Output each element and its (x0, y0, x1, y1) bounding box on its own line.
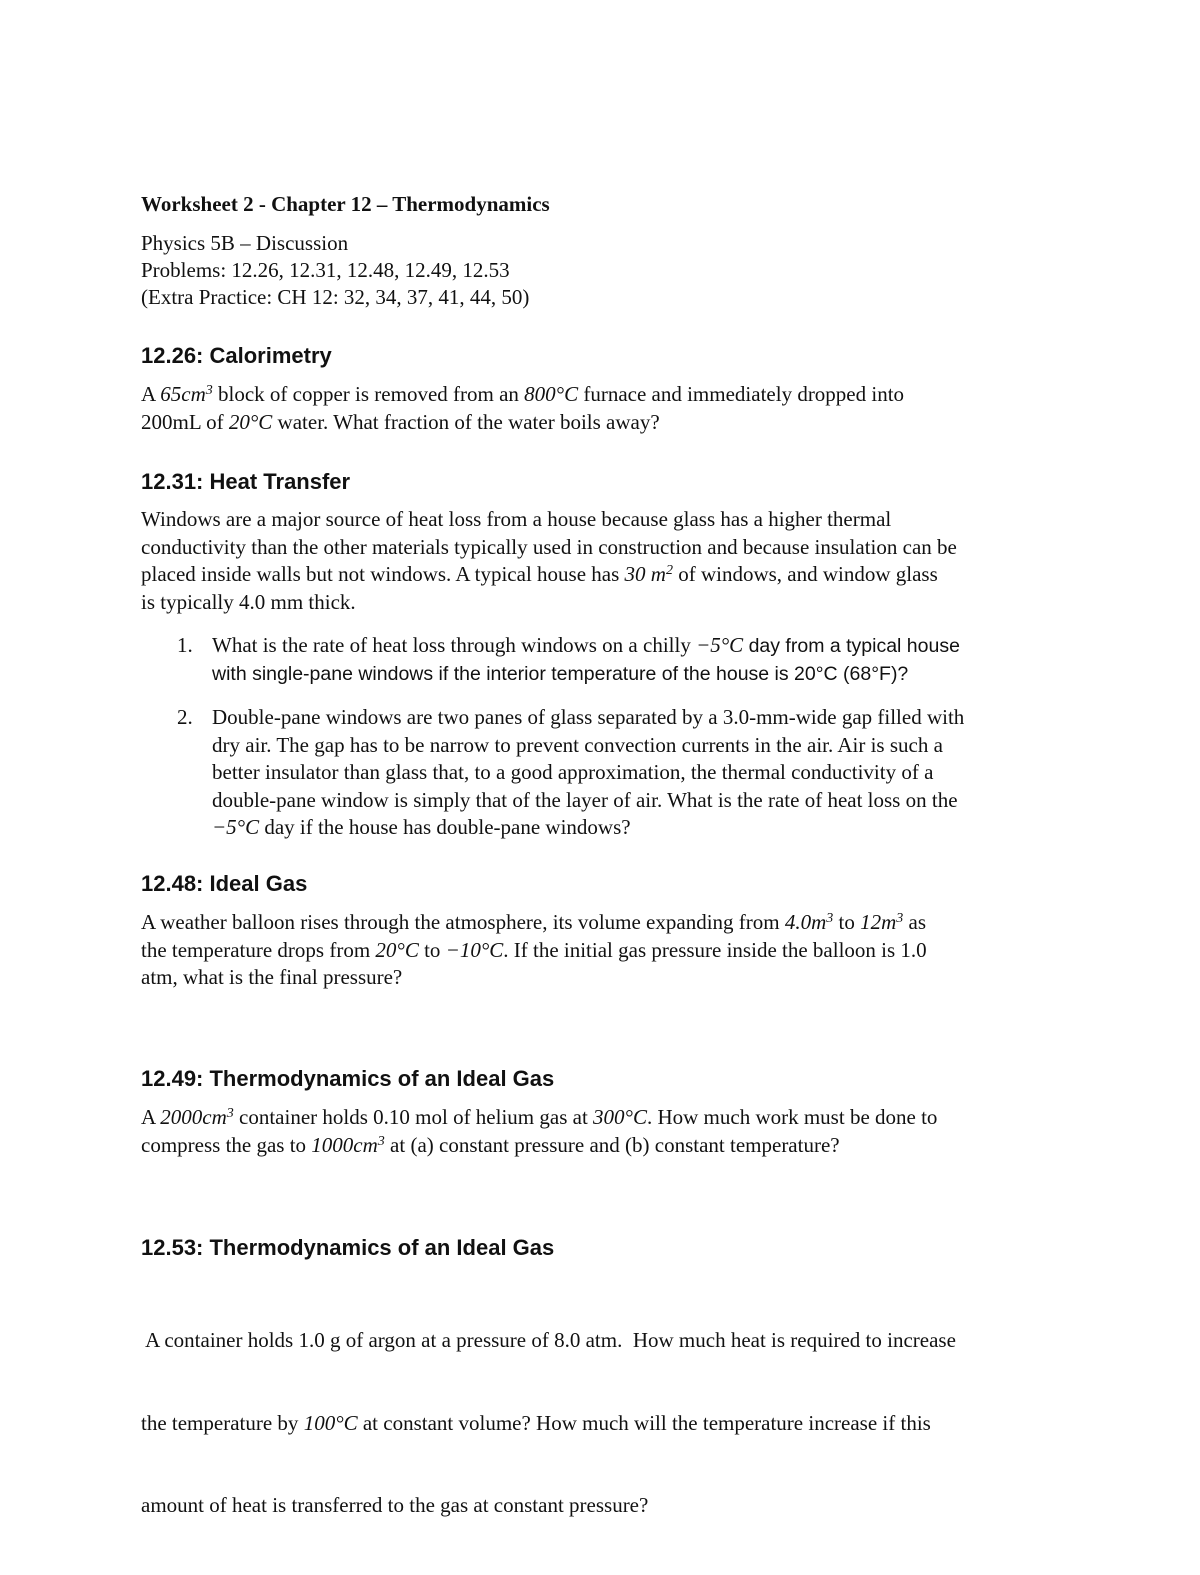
math-run: 2000cm (160, 1105, 227, 1129)
text-run: A (141, 1105, 161, 1129)
text-run: of windows, and window glass (672, 562, 938, 586)
text-line (141, 937, 1071, 965)
text-run: day from a typical house (743, 635, 960, 657)
text-run: 200mL of (141, 409, 229, 434)
text-run: furnace and immediately dropped into (578, 382, 905, 406)
math-run: 12m (860, 910, 897, 934)
math-temperature: 100°C (303, 1410, 358, 1435)
math-temperature: 20°C (228, 409, 273, 434)
question-list-item-1 (141, 632, 1071, 688)
math-volume (160, 1105, 234, 1129)
text-line: is typically 4.0 mm thick. (141, 589, 356, 614)
math-temperature: 20°C (375, 937, 419, 962)
text-line (141, 909, 1071, 937)
text-run: to (418, 937, 446, 962)
text-run: water. What fraction of the water boils away? (272, 409, 660, 434)
exponent: 3 (377, 1133, 385, 1149)
text-line (141, 561, 1071, 589)
math-run: 4.0m (784, 910, 827, 934)
text-line: amount of heat is transferred to the gas at constant pressure? (141, 1493, 649, 1517)
text-line (141, 381, 1071, 409)
text-run: A weather balloon rises through the atmosphere, its volume expanding from (141, 910, 785, 934)
math-temperature: −5°C (696, 633, 744, 657)
question-list-item-2 (141, 704, 1071, 842)
text-run: placed inside walls but not windows. A typical house has (141, 562, 625, 586)
text-line: Double-pane windows are two panes of glass separated by a 3.0-mm-wide gap filled with (212, 705, 965, 729)
exponent: 3 (205, 383, 213, 398)
list-number: 1. (177, 633, 193, 657)
text-line: with single-pane windows if the interior temperature of the house is 20°C (68°F)? (212, 662, 909, 685)
problem-12-48-text (141, 909, 1071, 992)
exponent: 2 (665, 563, 673, 578)
problem-12-26-text (141, 381, 1071, 436)
math-run: 65cm (160, 382, 206, 406)
text-line (141, 1410, 1071, 1438)
math-temperature: 300°C (593, 1105, 647, 1129)
text-line: double-pane window is simply that of the layer of air. What is the rate of heat loss on the (212, 787, 958, 812)
heading-12-26: 12.26: Calorimetry (141, 343, 332, 368)
text-run: container holds 0.10 mol of helium gas at (233, 1105, 594, 1129)
problem-12-53-text (141, 1272, 1071, 1575)
text-line (141, 1132, 1071, 1160)
text-run: day if the house has double-pane windows? (259, 815, 631, 839)
math-volume (311, 1133, 385, 1157)
problems-line: Problems: 12.26, 12.31, 12.48, 12.49, 12.53 (141, 258, 510, 282)
text-run: block of copper is removed from an (212, 382, 525, 406)
text-line: Windows are a major source of heat loss from a house because glass has a higher thermal (141, 507, 892, 531)
problem-12-49-text (141, 1104, 1071, 1159)
document-title: Worksheet 2 - Chapter 12 – Thermodynamics (141, 192, 550, 216)
exponent: 3 (226, 1106, 234, 1121)
text-line: better insulator than glass that, to a good approximation, the thermal conductivity of a (212, 760, 934, 784)
text-run: at constant volume? How much will the temperature increase if this (357, 1410, 931, 1435)
exponent: 3 (896, 911, 904, 926)
math-run: 1000cm (311, 1132, 378, 1157)
text-line (212, 814, 1071, 842)
math-volume (785, 910, 833, 934)
math-volume (860, 910, 903, 934)
heading-12-49: 12.49: Thermodynamics of an Ideal Gas (141, 1066, 555, 1091)
heading-12-53: 12.53: Thermodynamics of an Ideal Gas (141, 1235, 555, 1260)
text-run: as (903, 910, 927, 934)
text-line: A container holds 1.0 g of argon at a pressure of 8.0 atm. How much heat is required to increase (141, 1328, 956, 1352)
text-run: A (141, 382, 161, 406)
text-line (141, 1104, 1071, 1132)
math-run: 30 m (624, 562, 666, 586)
math-volume (160, 382, 213, 406)
course-line: Physics 5B – Discussion (141, 231, 349, 255)
document-meta (141, 230, 1071, 311)
list-item (141, 704, 1071, 842)
math-temperature: 800°C (524, 382, 579, 406)
text-line (212, 632, 1071, 661)
text-run: to (833, 910, 861, 934)
text-run: . How much work must be done to (646, 1105, 938, 1129)
heading-12-48: 12.48: Ideal Gas (141, 871, 308, 896)
text-line (141, 409, 1071, 437)
text-run: the temperature by (141, 1410, 304, 1435)
heading-12-31: 12.31: Heat Transfer (141, 469, 351, 494)
exponent: 3 (826, 911, 834, 926)
text-line: conductivity than the other materials typically used in construction and because insulation can be (141, 534, 957, 559)
math-temperature: −5°C (212, 815, 260, 839)
math-area (625, 562, 673, 586)
text-run: . If the initial gas pressure inside the balloon is 1.0 (503, 937, 927, 962)
math-temperature: −10°C (445, 937, 504, 962)
text-run: compress the gas to (141, 1132, 312, 1157)
list-number: 2. (177, 705, 193, 729)
list-item (141, 632, 1071, 688)
text-run: the temperature drops from (141, 937, 376, 962)
text-line: atm, what is the final pressure? (141, 965, 403, 989)
text-line: dry air. The gap has to be narrow to prevent convection currents in the air. Air is such a (212, 732, 943, 757)
extra-practice-line: (Extra Practice: CH 12: 32, 34, 37, 41, 44, 50) (141, 285, 530, 309)
problem-12-31-text (141, 506, 1071, 616)
text-run: What is the rate of heat loss through windows on a chilly (212, 633, 697, 657)
text-run: at (a) constant pressure and (b) constant temperature? (384, 1132, 840, 1157)
